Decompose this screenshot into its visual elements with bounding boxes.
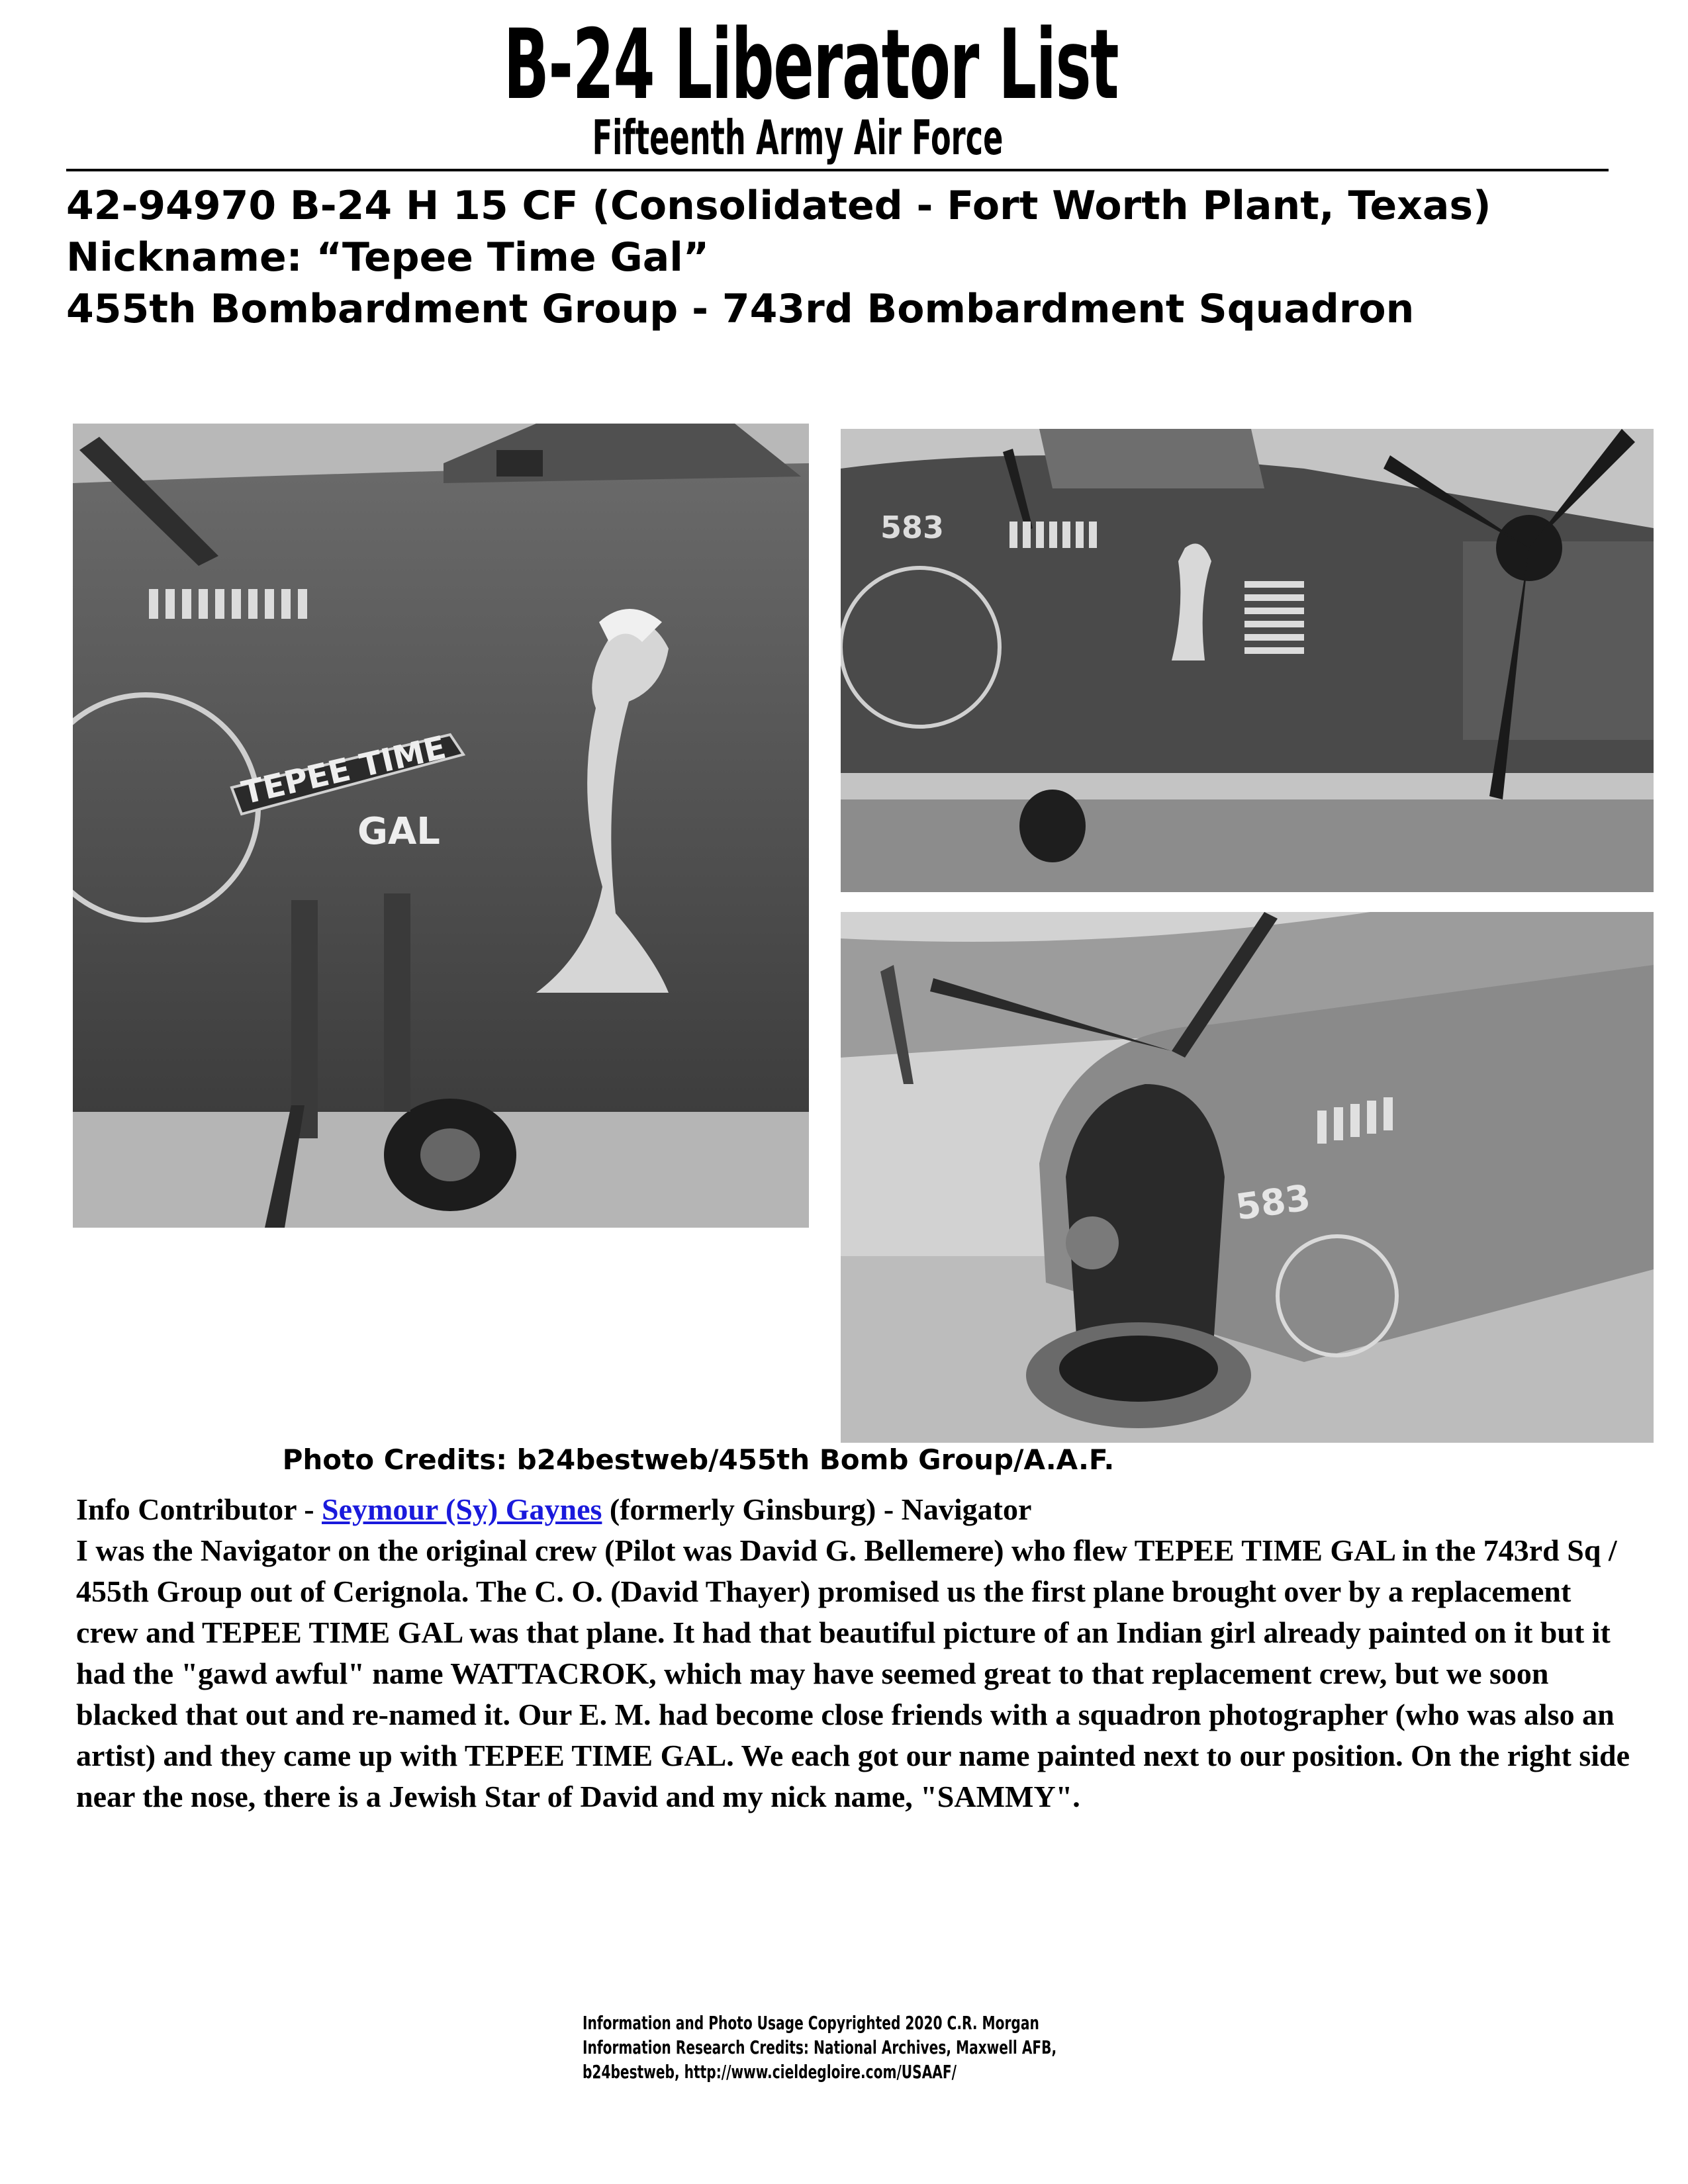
left-photo-nose-art-gal: GAL [357,810,440,853]
page-title: B-24 Liberator List [503,9,1119,121]
contributor-line [76,1489,1638,1530]
info-body: I was the Navigator on the original crew (Pilot was David G. Bellemere) who flew TEPEE TIME GAL in the 743rd Sq / 455th Group out of Cerignola. The C. O. (David Thayer) promised us the first plane brought over by a replacement crew and TEPEE TIME GAL was that plane. It had that beautiful picture of an Indian girl already painted on it but it had the "gawd awful" name WATTACROK, which may have seemed great to that replacement crew, but we soon blacked that out and re-named it. Our E. M. had become close friends with a squadron photographer (who was also an artist) and they came up with TEPEE TIME GAL. We each got our name painted next to our position. On the right side near the nose, there is a Jewish Star of David and my nick name, "SAMMY". [76,1533,1630,1813]
top-photo-tail-number: 583 [880,510,945,545]
left-photo-nose-art-text: TEPEE TIME [238,729,449,812]
footer-copyright: Information and Photo Usage Copyrighted 2020 C.R. Morgan [583,2012,1039,2034]
photo-credits: Photo Credits: b24bestweb/455th Bomb Group/A.A.F. [282,1443,1115,1476]
aircraft-side-photo [841,429,1654,892]
footer [583,2011,1056,2084]
header-rule [66,169,1609,171]
bottom-photo-tail-number: 583 [1233,1176,1313,1228]
contributor-link[interactable]: Seymour (Sy) Gaynes [322,1492,602,1526]
info-section [76,1489,1638,1817]
aircraft-group-line: 455th Bombardment Group - 743rd Bombardment Squadron [66,286,1415,332]
contributor-suffix: (formerly Ginsburg) - Navigator [602,1492,1032,1526]
aircraft-serial-line: 42-94970 B-24 H 15 CF (Consolidated - Fort Worth Plant, Texas) [66,183,1491,229]
footer-sources: b24bestweb, http://www.cieldegloire.com/USAAF/ [583,2061,957,2083]
aircraft-nose-turret-photo [841,912,1654,1443]
footer-research-credits: Information Research Credits: National Archives, Maxwell AFB, [583,2036,1057,2058]
page-subtitle: Fifteenth Army Air Force [592,110,1004,165]
aircraft-nickname-line: Nickname: “Tepee Time Gal” [66,234,710,281]
nose-art-closeup-photo [73,424,809,1228]
contributor-prefix: Info Contributor - [76,1492,322,1526]
